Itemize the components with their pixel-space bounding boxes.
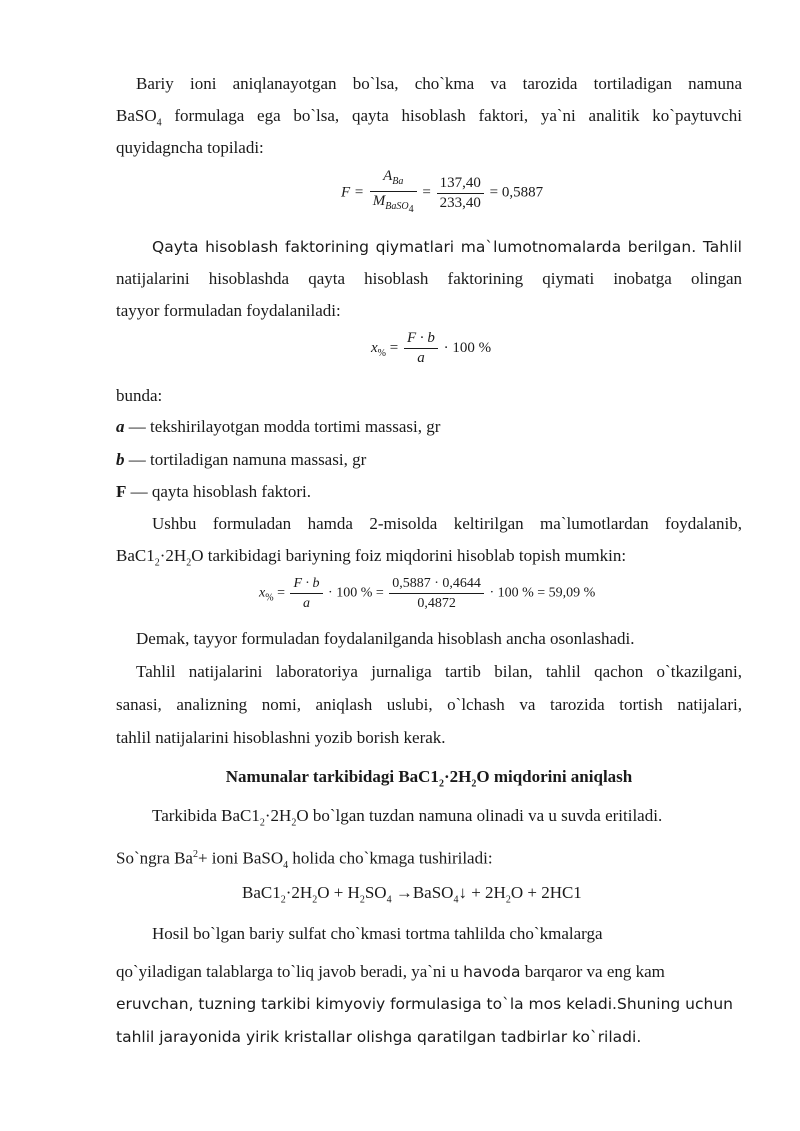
- definition-a: [116, 416, 742, 438]
- text: O miqdorini aniqlash: [476, 767, 633, 786]
- text: qo`yiladigan talablarga to`liq javob beradi, ya`ni u: [116, 962, 464, 981]
- paragraph-5-line-2: [116, 694, 742, 716]
- paragraph-7-line-3: [116, 993, 742, 1015]
- numerator-value: 137,40: [437, 175, 484, 194]
- paragraph-3-line-1: [152, 513, 742, 535]
- text: natijalarini hisoblashda qayta hisoblash faktorining qiymati inobatga olingan: [116, 269, 742, 288]
- numerator-value: 0,5887 · 0,4644: [389, 575, 484, 594]
- text: Qayta hisoblash faktorining qiymatlari ma`lumotnomalarda berilgan. Tahlil: [152, 238, 742, 256]
- denominator: a: [303, 596, 310, 611]
- text: BaSO: [116, 106, 157, 125]
- text: SO: [364, 883, 387, 902]
- text: Demak, tayyor formuladan foydalanilganda hisoblash ancha osonlashadi.: [136, 629, 635, 648]
- subscript: 4: [453, 894, 459, 906]
- text: →BaSO: [391, 883, 454, 902]
- paragraph-6-line-1: [152, 805, 742, 834]
- numerator-var: A: [383, 168, 393, 184]
- text: O + H: [317, 883, 360, 902]
- subscript: 2: [154, 557, 160, 569]
- text: barqaror va eng kam: [520, 962, 665, 981]
- formula-tail: · 100 % = 59,09 %: [489, 585, 596, 601]
- x-var: x: [371, 339, 378, 356]
- text: O + 2HC1: [510, 883, 582, 902]
- text: Bariy ioni aniqlanayotgan bo`lsa, cho`kma va tarozida tortiladigan namuna: [136, 74, 742, 93]
- paragraph-1-line-2: [116, 105, 742, 134]
- paragraph-2-line-3: [116, 300, 742, 322]
- text: sanasi, analizning nomi, aniqlash uslubi, o`lchash va tarozida tortish natijalari,: [116, 695, 742, 714]
- paragraph-7-line-2: [116, 961, 742, 983]
- fraction-numeric: [389, 575, 484, 612]
- subscript: 2: [359, 894, 365, 906]
- x-var: x: [259, 585, 266, 601]
- subscript: 2: [291, 817, 297, 829]
- text: tahlil jarayonida yirik kristallar olishga qaratilgan tadbirlar ko`riladi.: [116, 1028, 642, 1046]
- denominator-var: M: [372, 193, 386, 209]
- text: Namunalar tarkibidagi BaC1: [225, 767, 439, 786]
- subscript: 2: [312, 894, 318, 906]
- text: eruvchan, tuzning tarkibi kimyoviy formulasiga to`la mos keladi.Shuning uchun: [116, 995, 734, 1013]
- x-sub: %: [265, 592, 274, 604]
- definition-b: [116, 449, 742, 471]
- symbol-a: a: [116, 417, 125, 436]
- text: Tahlil natijalarini laboratoriya jurnaliga tartib bilan, tahlil qachon o`tkazilgani,: [136, 662, 742, 681]
- result: = 0,5887: [489, 184, 544, 201]
- equals: =: [389, 339, 399, 356]
- definition-f: [116, 481, 742, 503]
- formula-mid: · 100 % =: [328, 585, 384, 601]
- numerator: F · b: [293, 576, 320, 591]
- denominator: a: [417, 350, 425, 366]
- formula-percent: [371, 330, 491, 367]
- paragraph-1-line-1: [136, 73, 742, 95]
- subscript: 2: [186, 557, 192, 569]
- text: BaC1: [242, 883, 281, 902]
- subscript: 4: [386, 894, 392, 906]
- subscript: 2: [438, 778, 444, 790]
- symbol-f: F: [116, 482, 127, 501]
- subscript: 2: [259, 817, 265, 829]
- paragraph-2-line-2: [116, 268, 742, 290]
- subscript: 4: [156, 117, 162, 129]
- text: tayyor formuladan foydalaniladi:: [116, 301, 341, 320]
- numerator-sub: Ba: [392, 176, 404, 187]
- text: ·2H: [159, 546, 187, 565]
- symbol-b: b: [116, 450, 125, 469]
- paragraph-3-line-2: [116, 545, 742, 574]
- fraction: [404, 330, 438, 367]
- text: — qayta hisoblash faktori.: [126, 482, 311, 501]
- text: holida cho`kmaga tushiriladi:: [288, 848, 493, 868]
- formula-lhs: F =: [341, 184, 365, 201]
- text: Hosil bo`lgan bariy sulfat cho`kmasi tortma tahlilda cho`kmalarga: [152, 924, 603, 943]
- text: ↓ + 2H: [458, 883, 506, 902]
- denominator-value: 233,40: [439, 194, 481, 211]
- fraction-symbolic: [290, 575, 322, 612]
- text: ·2H: [264, 806, 292, 825]
- numerator: F · b: [406, 330, 435, 346]
- superscript: 2: [192, 849, 198, 860]
- text: havoda: [463, 963, 521, 981]
- text: + ioni BaSO: [197, 848, 284, 868]
- text: ·2H: [285, 883, 313, 902]
- fraction-numeric: [437, 175, 484, 212]
- formula-calculation: [259, 575, 595, 612]
- text: tahlil natijalarini hisoblashni yozib borish kerak.: [116, 728, 446, 747]
- text: — tortiladigan namuna massasi, gr: [124, 450, 367, 469]
- subscript: 4: [283, 860, 289, 872]
- denominator-value: 0,4872: [417, 596, 456, 611]
- text: O bo`lgan tuzdan namuna olinadi va u suvda eritiladi.: [296, 806, 663, 825]
- text: ·2H: [443, 767, 472, 786]
- formula-conversion-factor: [341, 168, 543, 218]
- paragraph-7-line-1: [152, 923, 742, 945]
- formula-tail: · 100 %: [443, 339, 492, 356]
- subscript: 2: [505, 894, 511, 906]
- paragraph-5-line-1: [136, 661, 742, 683]
- paragraph-6-line-2: [116, 844, 742, 877]
- fraction-symbolic: [370, 168, 417, 218]
- paragraph-7-line-4: [116, 1026, 742, 1048]
- x-sub: %: [377, 347, 387, 359]
- text: bunda:: [116, 386, 163, 405]
- text: quyidagncha topiladi:: [116, 138, 264, 157]
- paragraph-5-line-3: [116, 727, 742, 749]
- text: BaC1: [116, 546, 155, 565]
- section-heading: [116, 766, 742, 795]
- paragraph-4-line-1: [136, 628, 742, 650]
- text: Tarkibida BaC1: [152, 806, 260, 825]
- denominator-sub2: 4: [408, 204, 414, 215]
- denominator-sub: BaSO: [385, 201, 409, 212]
- text: So`ngra Ba: [116, 848, 193, 868]
- text: Ushbu formuladan hamda 2-misolda keltirilgan ma`lumotlardan foydalanib,: [152, 514, 742, 533]
- paragraph-1-line-3: [116, 137, 742, 159]
- text: formulaga ega bo`lsa, qayta hisoblash faktori, ya`ni analitik ko`paytuvchi: [161, 106, 742, 125]
- paragraph-2-line-1: [152, 236, 742, 258]
- equals: =: [277, 585, 285, 601]
- subscript: 2: [471, 778, 477, 790]
- bunda-line: [116, 385, 742, 407]
- reaction-equation: [242, 882, 662, 911]
- equals: =: [422, 184, 431, 201]
- text: — tekshirilayotgan modda tortimi massasi, gr: [124, 417, 441, 436]
- subscript: 2: [280, 894, 286, 906]
- text: O tarkibidagi bariyning foiz miqdorini hisoblab topish mumkin:: [191, 546, 627, 565]
